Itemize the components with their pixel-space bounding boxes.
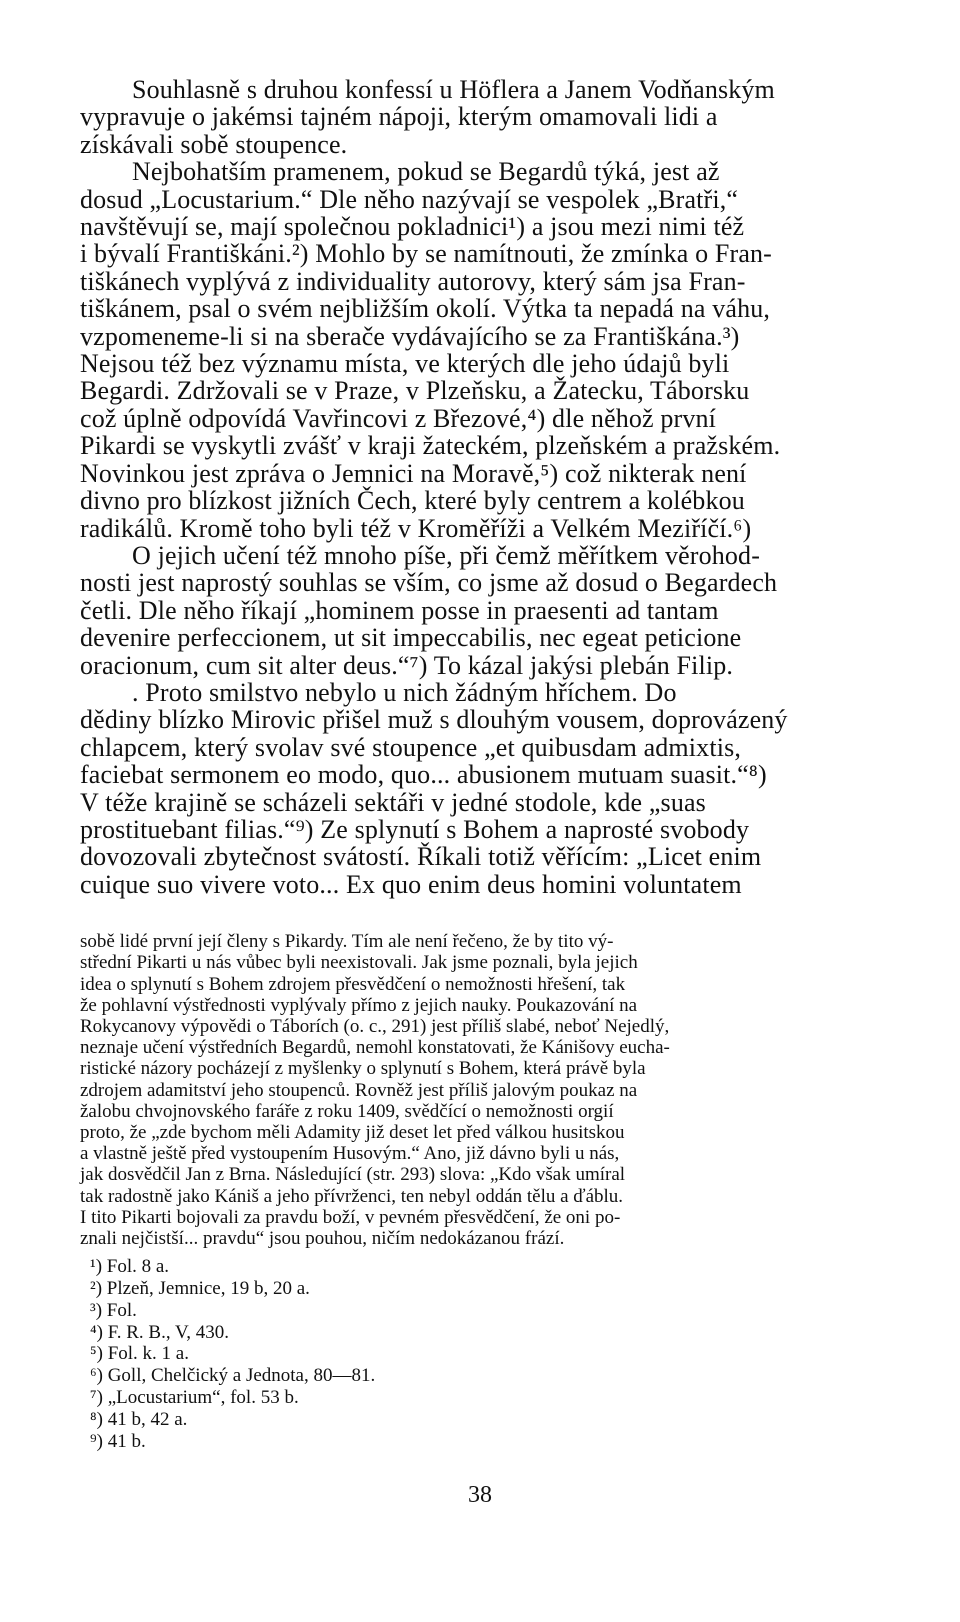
main-text-line: dosud „Locustarium.“ Dle něho nazývají se vespolek „Bratři,“ [80, 184, 739, 214]
footnote-line: neznaje učení výstředních Begardů, nemohl konstatovati, že Kánišovy eucha- [80, 1037, 670, 1059]
main-text-line: prostituebant filias.“⁹) Ze splynutí s Bohem a naprosté svobody [80, 814, 750, 844]
footnote-item: ³) Fol. [90, 1299, 137, 1321]
main-text-line: vypravuje o jakémsi tajném nápoji, kterým omamovali lidi a [80, 102, 718, 132]
footnote-text [80, 931, 880, 1249]
footnote-line: Rokycanovy výpovědi o Táborích (o. c., 291) jest příliš slabé, neboť Nejedlý, [80, 1016, 670, 1037]
footnote-line: zdrojem adamitství jeho stoupenců. Rovněž jest příliš jalovým poukaz na [80, 1079, 638, 1101]
main-text-line: Pikardi se vyskytli zvášť v kraji žateckém, plzeňském a pražském. [80, 431, 781, 461]
footnote-line: střední Pikarti u nás vůbec byli neexistovali. Jak jsme poznali, byla jejich [80, 952, 638, 974]
main-text [80, 76, 880, 898]
footnote-item: ⁴) F. R. B., V, 430. [90, 1321, 230, 1343]
main-text-line: nosti jest naprostý souhlas se vším, co jsme až dosud o Begardech [80, 568, 778, 598]
main-text-line: Begardi. Zdržovali se v Praze, v Plzeňsku, a Žatecku, Táborsku [80, 376, 750, 406]
main-text-line: . Proto smilstvo nebylo u nich žádným hříchem. Do [132, 677, 677, 707]
main-text-line: divno pro blízkost jižních Čech, které byly centrem a kolébkou [80, 486, 745, 516]
footnote-line: ristické názory pocházejí z myšlenky o splynutí s Bohem, která právě byla [80, 1058, 646, 1080]
footnote-item: ⁵) Fol. k. 1 a. [90, 1343, 189, 1365]
page-content [80, 76, 880, 1452]
footnote-line: jak dosvědčil Jan z Brna. Následující (str. 293) slova: „Kdo však umíral [80, 1164, 626, 1186]
footnote-line: a vlastně ještě před vystoupením Husovým.“ Ano, již dávno byli u nás, [80, 1143, 620, 1165]
main-text-line: vzpomeneme-li si na sberače vydávajícího se za Františkána.³) [80, 321, 740, 351]
footnote-item: ⁶) Goll, Chelčický a Jednota, 80—81. [90, 1365, 376, 1387]
footnote-line: žalobu chvojnovského faráře z roku 1409, svědčící o nemožnosti orgií [80, 1100, 614, 1122]
footnote-line: idea o splynutí s Bohem zdrojem přesvědčení o nemožnosti hřešení, tak [80, 973, 626, 995]
footnote-item: ⁷) „Locustarium“, fol. 53 b. [90, 1387, 299, 1409]
main-text-line: dovozovali zbytečnost svátostí. Říkali totiž věřícím: „Licet enim [80, 842, 762, 872]
main-text-line: oracionum, cum sit alter deus.“⁷) To kázal jakýsi plebán Filip. [80, 650, 734, 680]
main-text-line: cuique suo vivere voto... Ex quo enim deus homini voluntatem [80, 869, 742, 899]
main-text-line: Nejsou též bez významu místa, ve kterých dle jeho údajů byli [80, 349, 730, 379]
footnote-item: ⁹) 41 b. [90, 1430, 146, 1452]
footnote-separator [80, 922, 880, 923]
main-text-line: V téže krajině se scházeli sektáři v jedné stodole, kde „suas [80, 787, 706, 817]
footnote-item: ¹) Fol. 8 a. [90, 1256, 170, 1278]
main-text-line: faciebat sermonem eo modo, quo... abusionem mutuam suasit.“⁸) [80, 760, 767, 790]
page-number: 38 [468, 1482, 492, 1508]
main-text-line: Novinkou jest zpráva o Jemnici na Moravě,⁵) což nikterak není [80, 458, 747, 488]
main-text-line: radikálů. Kromě toho byli též v Kroměříži a Velkém Meziříčí.⁶) [80, 513, 752, 543]
footnote-line: proto, že „zde bychom měli Adamity již deset let před válkou husitskou [80, 1122, 625, 1144]
main-text-line: devenire perfeccionem, ut sit impeccabilis, nec egeat peticione [80, 623, 742, 653]
footnote-item: ²) Plzeň, Jemnice, 19 b, 20 a. [90, 1278, 310, 1300]
main-text-line: chlapcem, který svolav své stoupence „et quibusdam admixtis, [80, 732, 741, 762]
main-text-line: navštěvují se, mají společnou pokladnici¹) a jsou mezi nimi též [80, 212, 745, 242]
footnote-line: tak radostně jako Kániš a jeho přívrženci, ten nebyl oddán tělu a ďáblu. [80, 1185, 624, 1207]
main-text-line: získávali sobě stoupence. [80, 129, 348, 159]
footnote-line: sobě lidé první její členy s Pikardy. Tím ale není řečeno, že by tito vý- [80, 931, 614, 953]
main-text-line: což úplně odpovídá Vavřincovi z Březové,⁴) dle něhož první [80, 403, 717, 433]
main-text-line: O jejich učení též mnoho píše, při čemž měřítkem věrohod- [132, 540, 761, 570]
footnotes-list [80, 1256, 880, 1452]
footnote-item: ⁸) 41 b, 42 a. [90, 1408, 188, 1430]
main-text-line: tiškánech vyplývá z individuality autorovy, který sám jsa Fran- [80, 266, 746, 296]
main-text-line: Souhlasně s druhou konfessí u Höflera a Janem Vodňanským [132, 75, 775, 104]
main-text-line: dědiny blízko Mirovic přišel muž s dlouhým vousem, doprovázený [80, 705, 788, 735]
footnote-line: I tito Pikarti bojovali za pravdu boží, v pevném přesvědčení, že oni po- [80, 1206, 621, 1228]
footnote-line: že pohlavní výstřednosti vyplývaly přímo z jejich nauky. Poukazování na [80, 994, 638, 1016]
main-text-line: četli. Dle něho říkají „hominem posse in praesenti ad tantam [80, 595, 719, 625]
footnote-line: znali nejčistší... pravdu“ jsou pouhou, ničím nedokázanou frází. [80, 1228, 565, 1250]
main-text-line: i bývalí Františkáni.²) Mohlo by se namítnouti, že zmínka o Fran- [80, 239, 772, 269]
main-text-line: Nejbohatším pramenem, pokud se Begardů týká, jest až [132, 157, 720, 187]
main-text-line: tiškánem, psal o svém nejbližším okolí. Výtka ta nepadá na váhu, [80, 294, 771, 324]
